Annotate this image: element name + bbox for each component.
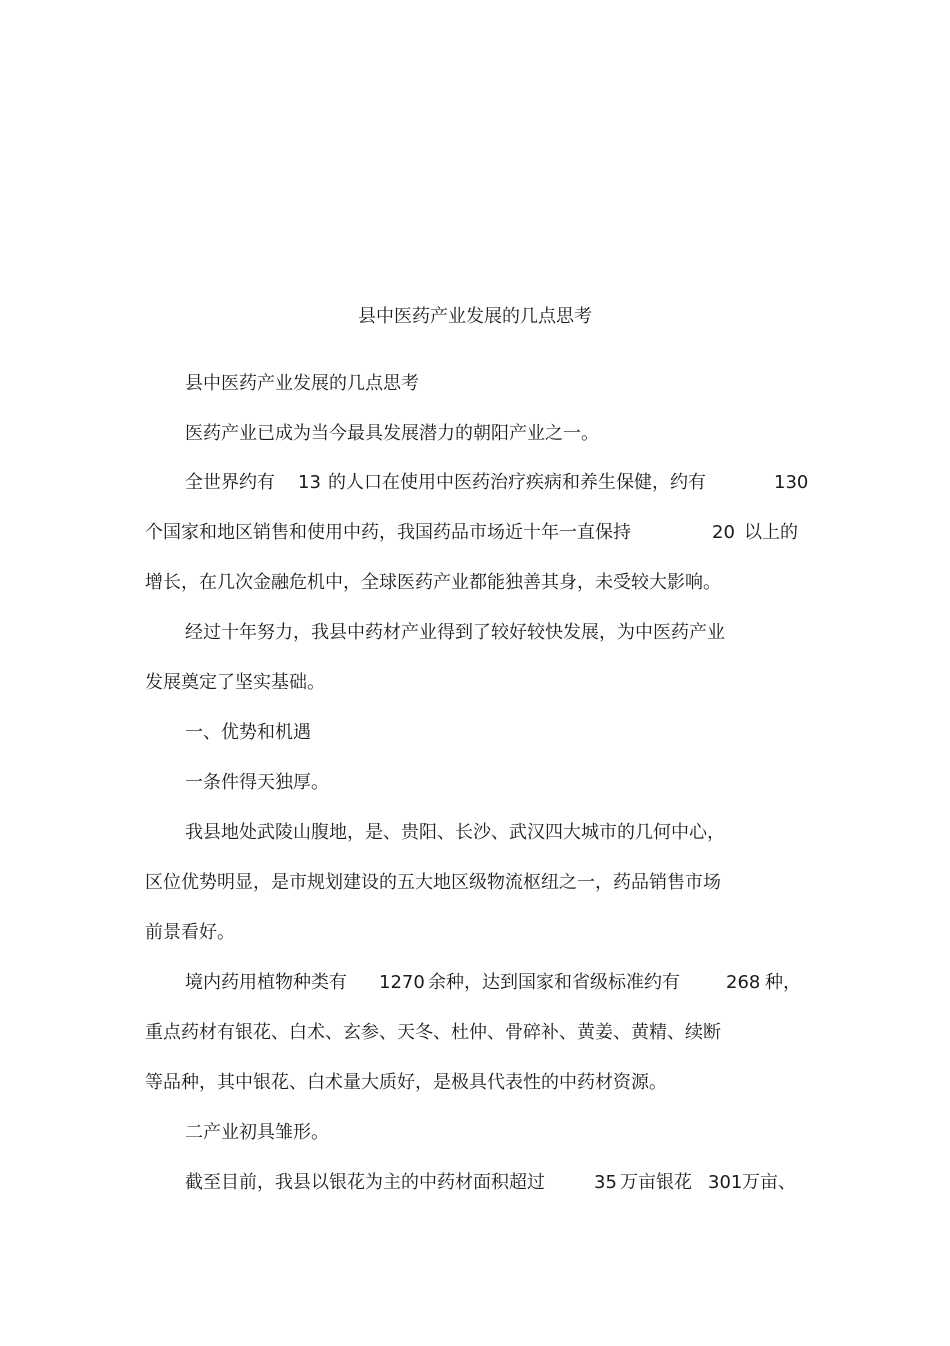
- paragraph-text: 种，: [765, 972, 801, 993]
- paragraph-text: 个国家和地区销售和使用中药，我国药品市场近十年一直保持: [145, 522, 631, 543]
- subsection-heading: 二产业初具雏形。: [185, 1122, 329, 1143]
- document-title: 县中医药产业发展的几点思考: [358, 306, 592, 327]
- paragraph-text: 截至目前，我县以银花为主的中药材面积超过: [185, 1172, 545, 1193]
- paragraph-text: 前景看好。: [145, 922, 235, 943]
- paragraph-text: 以上的: [744, 522, 798, 543]
- paragraph-text: 经过十年努力，我县中药材产业得到了较好较快发展，为中医药产业: [185, 622, 725, 643]
- paragraph-text: 区位优势明显，是市规划建设的五大地区级物流枢纽之一，药品销售市场: [145, 872, 721, 893]
- paragraph-text: 重点药材有银花、白术、玄参、天冬、杜仲、骨碎补、黄姜、黄精、续断: [145, 1022, 721, 1043]
- paragraph-text: 等品种，其中银花、白术量大质好，是极具代表性的中药材资源。: [145, 1072, 667, 1093]
- number-value: 130: [774, 472, 809, 493]
- number-value: 20: [712, 522, 735, 543]
- paragraph-text: 发展奠定了坚实基础。: [145, 672, 325, 693]
- section-heading: 一、优势和机遇: [185, 722, 311, 743]
- paragraph-text: 万亩、: [742, 1172, 796, 1193]
- subsection-heading: 一条件得天独厚。: [185, 772, 329, 793]
- number-value: 301: [708, 1172, 743, 1193]
- number-value: 268: [726, 972, 761, 993]
- paragraph-heading-repeat: 县中医药产业发展的几点思考: [185, 373, 419, 394]
- number-value: 13: [298, 472, 321, 493]
- number-value: 1270: [379, 972, 425, 993]
- paragraph-text: 境内药用植物种类有: [185, 972, 347, 993]
- paragraph-text: 万亩银花: [620, 1172, 692, 1193]
- paragraph-text: 的人口在使用中医药治疗疾病和养生保健，约有: [328, 472, 706, 493]
- paragraph-text: 余种，达到国家和省级标准约有: [428, 972, 680, 993]
- paragraph-text: 全世界约有: [185, 472, 275, 493]
- paragraph-text: 增长，在几次金融危机中，全球医药产业都能独善其身，未受较大影响。: [145, 572, 721, 593]
- number-value: 35: [594, 1172, 617, 1193]
- paragraph-intro: 医药产业已成为当今最具发展潜力的朝阳产业之一。: [185, 423, 599, 444]
- paragraph-text: 我县地处武陵山腹地，是、贵阳、长沙、武汉四大城市的几何中心，: [185, 822, 725, 843]
